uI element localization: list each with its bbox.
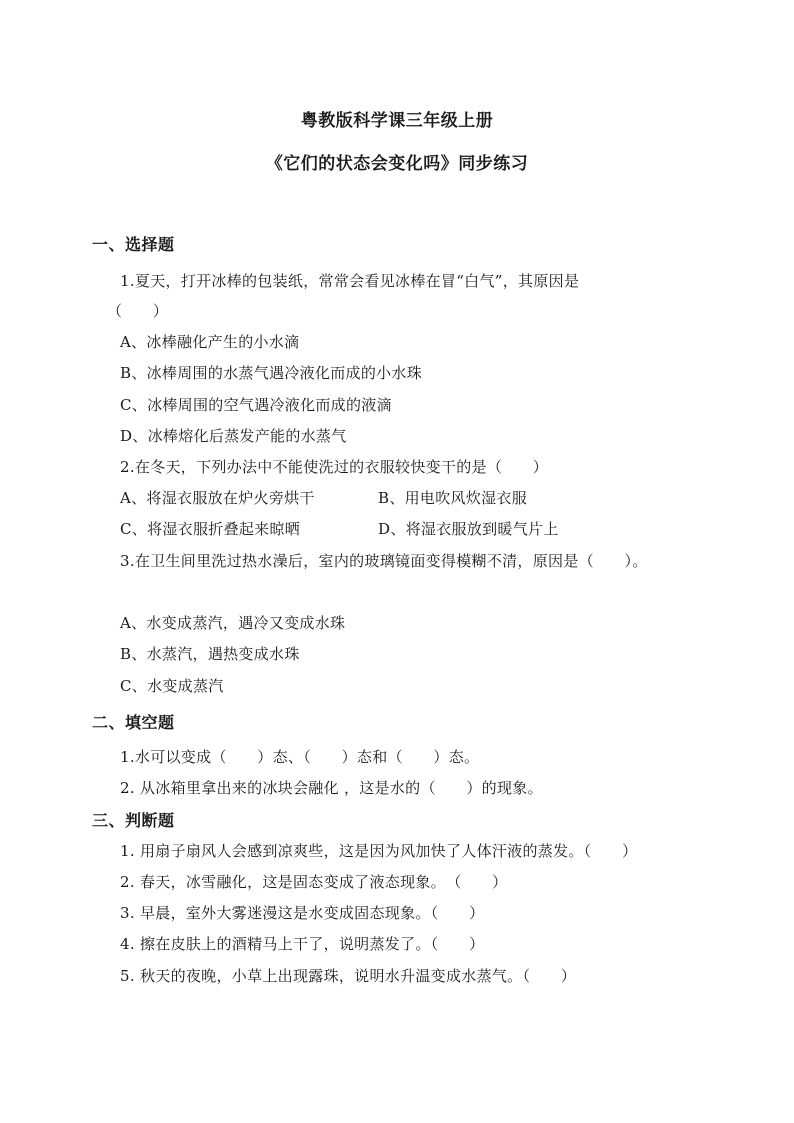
question-2-option-a: A、将湿衣服放在炉火旁烘干	[120, 489, 315, 507]
question-1-option-d: D、冰棒熔化后蒸发产能的水蒸气	[120, 427, 347, 445]
judge-item-1: 1. 用扇子扇风人会感到凉爽些，这是因为风加快了人体汗液的蒸发。（ ）	[120, 842, 638, 860]
question-3-stem: 3.在卫生间里洗过热水澡后，室内的玻璃镜面变得模糊不清，原因是（ ）。	[120, 552, 648, 570]
question-1-blank: （ ）	[107, 302, 169, 320]
question-3-option-b: B、水蒸汽，遇热变成水珠	[120, 645, 300, 663]
document-subtitle: 《它们的状态会变化吗》同步练习	[265, 154, 529, 174]
judge-item-4: 4. 擦在皮肤上的酒精马上干了，说明蒸发了。（ ）	[120, 935, 485, 953]
question-1-option-a: A、冰棒融化产生的小水滴	[120, 333, 300, 351]
fill-item-2: 2. 从冰箱里拿出来的冰块会融化 ，这是水的（ ）的现象。	[120, 779, 543, 797]
fill-item-1: 1.水可以变成（ ）态、（ ）态和（ ）态。	[120, 748, 480, 766]
question-2-option-b: B、用电吹风炊湿衣服	[378, 489, 528, 507]
question-1-option-b: B、冰棒周围的水蒸气遇冷液化而成的小水珠	[120, 364, 423, 382]
judge-item-5: 5. 秋天的夜晚，小草上出现露珠，说明水升温变成水蒸气。（ ）	[120, 967, 577, 985]
question-3-option-a: A、水变成蒸汽，遇冷又变成水珠	[120, 614, 346, 632]
judge-item-2: 2. 春天，冰雪融化，这是固态变成了液态现象。 （ ）	[120, 873, 508, 891]
judge-item-3: 3. 早晨，室外大雾迷漫这是水变成固态现象。（ ）	[120, 904, 485, 922]
section-heading-choice: 一、选择题	[92, 235, 175, 254]
question-2-option-d: D、将湿衣服放到暖气片上	[378, 520, 559, 538]
question-3-option-c: C、水变成蒸汽	[120, 677, 224, 695]
document-title: 粤教版科学课三年级上册	[300, 111, 494, 131]
section-heading-fill: 二、填空题	[92, 713, 175, 732]
section-heading-judge: 三、判断题	[92, 811, 175, 830]
question-1-stem: 1.夏天，打开冰棒的包装纸，常常会看见冰棒在冒“白气”，其原因是	[120, 272, 580, 290]
question-1-option-c: C、冰棒周围的空气遇冷液化而成的液滴	[120, 396, 392, 414]
question-2-option-c: C、将湿衣服折叠起来晾晒	[120, 520, 301, 538]
question-2-stem: 2.在冬天，下列办法中不能使洗过的衣服较快变干的是（ ）	[120, 458, 549, 476]
